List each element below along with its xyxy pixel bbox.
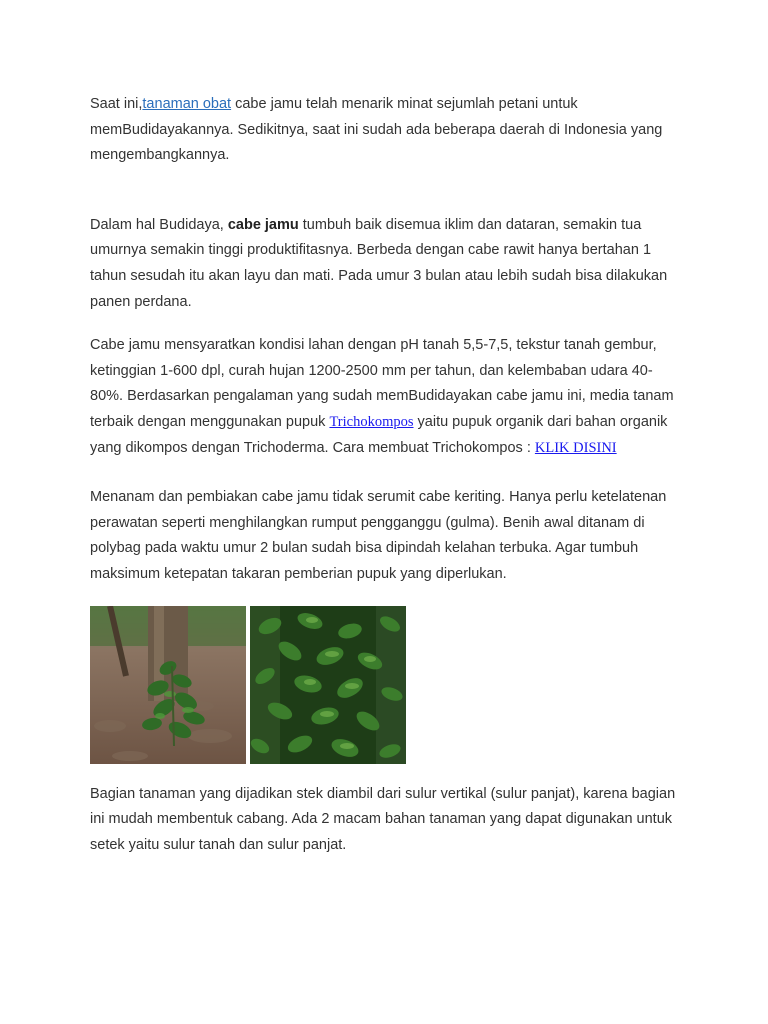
photo-young-plant-soil (90, 606, 246, 764)
text-segment: tumbuh baik disemua iklim dan dataran, semakin tua umurnya semakin tinggi produktifitasnya. Berbeda dengan cabe rawit hanya bertahan 1 tahun sesudah itu akan layu dan mati. Pada umur 3 bulan atau lebih sudah bisa dilakukan panen perdana. (90, 216, 668, 310)
text-segment: Dalam hal Budidaya, (90, 216, 228, 233)
trichokompos-link[interactable]: Trichokompos (329, 413, 414, 430)
text-segment: Cabe jamu mensyaratkan kondisi lahan dengan pH tanah 5,5-7,5, tekstur tanah gembur, ketinggian 1-600 dpl, curah hujan 1200-2500 mm per tahun, dan kelembaban udara 40-80%. Berdasarkan pengalaman yang sudah memBudidayakan cabe jamu ini, media tanam terbaik dengan menggunakan pupuk (90, 337, 674, 430)
paragraph-intro (90, 92, 682, 169)
paragraph-stek (90, 782, 682, 859)
article-body (90, 92, 682, 858)
photo-mature-plant (250, 606, 406, 764)
text-segment: Bagian tanaman yang dijadikan stek diambil dari sulur vertikal (sulur panjat), karena bagian ini mudah membentuk cabang. Ada 2 macam bahan tanaman yang dapat digunakan untuk setek yaitu sulur tanah dan sulur panjat. (90, 785, 676, 853)
mature-plant-image (250, 606, 406, 764)
photo-gallery (90, 606, 682, 764)
young-plant-image (90, 606, 246, 764)
text-segment: Menanam dan pembiakan cabe jamu tidak serumit cabe keriting. Hanya perlu ketelatenan perawatan seperti menghilangkan rumput pengganggu (gulma). Benih awal ditanam di polybag pada waktu umur 2 bulan sudah bisa dipindah kelahan terbuka. Agar tumbuh maksimum ketepatan takaran pemberian pupuk yang diperlukan. (90, 489, 667, 582)
paragraph-syarat-lahan (90, 333, 682, 461)
paragraph-menanam (90, 485, 682, 587)
tanaman-obat-link[interactable]: tanaman obat (142, 96, 232, 112)
klik-disini-link[interactable]: KLIK DISINI (534, 439, 617, 456)
bold-term: cabe jamu (227, 216, 299, 233)
text-segment: Saat ini, (90, 96, 143, 112)
text-segment: yaitu pupuk organik dari bahan organik yang dikompos dengan Trichoderma. Cara membuat Trichokompos : (90, 413, 668, 456)
paragraph-budidaya (90, 213, 682, 315)
text-segment: cabe jamu telah menarik minat sejumlah petani untuk memBudidayakannya. Sedikitnya, saat ini sudah ada beberapa daerah di Indonesia yang mengembangkannya. (90, 96, 663, 164)
